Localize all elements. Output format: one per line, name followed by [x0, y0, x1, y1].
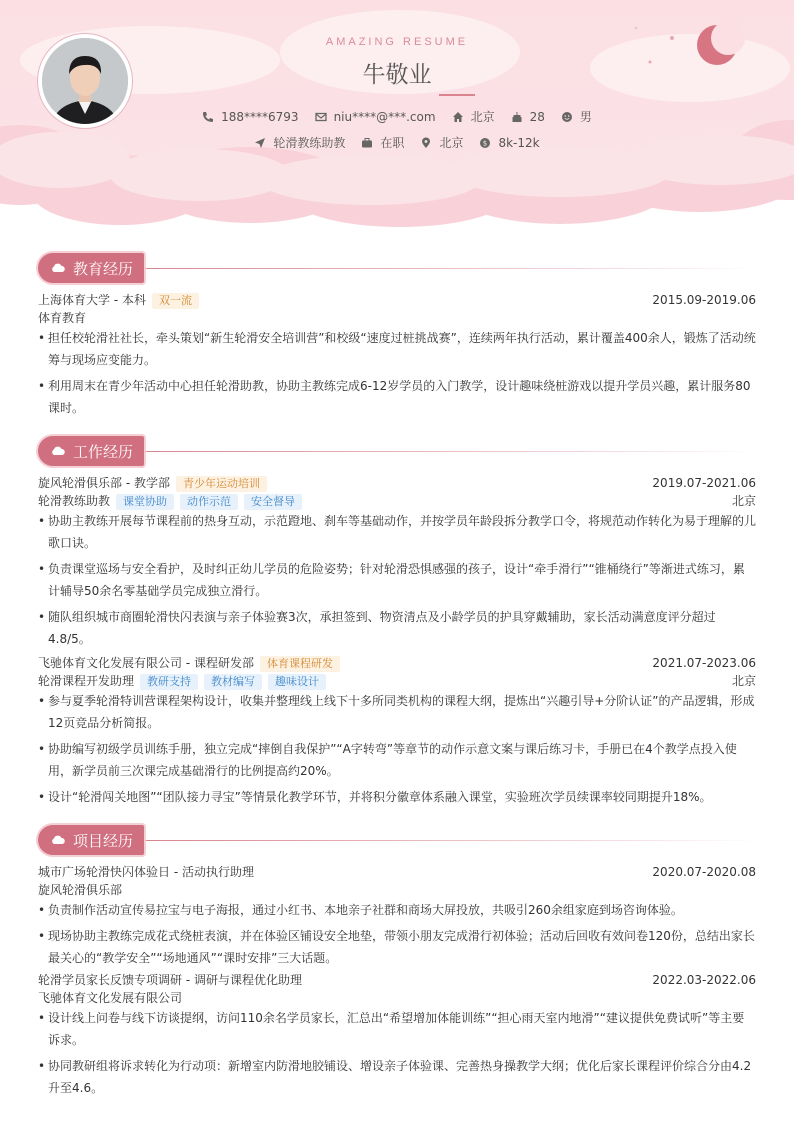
industry-tag: 青少年运动培训 — [176, 476, 267, 492]
entry-header — [38, 291, 756, 309]
industry-tag: 体育课程研发 — [260, 656, 340, 672]
gender-item — [561, 108, 592, 125]
location: 北京 — [731, 674, 756, 688]
candidate-name: 牛敬业 — [362, 62, 432, 88]
company-name: 飞驰体育文化发展有限公司 - 课程研发部 — [38, 656, 254, 670]
smile-icon — [561, 111, 573, 123]
cake-icon — [511, 111, 523, 123]
age-text: 28 — [529, 109, 545, 124]
email-icon — [315, 111, 327, 123]
school-tag: 双一流 — [152, 293, 199, 309]
briefcase-icon — [361, 137, 373, 149]
section-title: 工作经历 — [73, 442, 134, 461]
major: 体育教育 — [38, 311, 87, 325]
home-icon — [452, 111, 464, 123]
email-item — [315, 110, 436, 124]
brand-text: AMAZING RESUME — [325, 36, 469, 48]
entry-header — [38, 971, 756, 989]
cloud-icon — [51, 835, 65, 845]
entry-header — [38, 654, 756, 672]
bullet-item: • 协助主教练开展每节课程前的热身互动，示范蹬地、刹车等基础动作，并按学员年龄段拆分教学口令，将规范动作转化为易于理解的儿歌口诀。 — [38, 510, 756, 554]
target-city-item — [420, 134, 463, 151]
bullet-item: • 设计“轮滑闯关地图”“团队接力寻宝”等情景化教学环节，并将积分徽章体系融入课堂，实验班次学员续课率较同期提升18%。 — [38, 786, 756, 808]
section-title: 教育经历 — [73, 259, 134, 278]
location-icon — [420, 137, 432, 149]
bullet-item: • 协助编写初级学员训练手册，独立完成“摔倒自我保护”“A字转弯”等章节的动作示意文案与课后练习卡，手册已在4个教学点投入使用，新学员前三次课完成基础滑行的比例提高约20%。 — [38, 738, 756, 782]
role-line — [38, 492, 756, 510]
role-tag: 动作示范 — [180, 494, 238, 510]
role-line — [38, 672, 756, 690]
section-divider — [146, 840, 758, 841]
bullet-item: • 参与夏季轮滑特训营课程架构设计，收集并整理线上线下十多所同类机构的课程大纲，提炼出“兴趣引导+分阶认证”的产品逻辑，形成12页竞品分析简报。 — [38, 690, 756, 734]
bullet-item: • 利用周末在青少年活动中心担任轮滑助教，协助主教练完成6-12岁学员的入门教学，设计趣味绕桩游戏以提升学员兴趣，累计服务80课时。 — [38, 375, 756, 419]
entry-date: 2020.07-2020.08 — [652, 865, 756, 879]
bullet-item: • 负责制作活动宣传易拉宝与电子海报，通过小红书、本地亲子社群和商场大屏投放，共吸引260余组家庭到场咨询体验。 — [38, 899, 756, 921]
section-title-pill — [38, 436, 144, 466]
bullet-item: • 协同教研组将诉求转化为行动项：新增室内防滑地胶铺设、增设亲子体验课、完善热身操教学大纲；优化后家长课程评价综合分由4.2升至4.6。 — [38, 1055, 756, 1099]
project-org: 旋风轮滑俱乐部 — [38, 883, 123, 897]
section-title-pill — [38, 825, 144, 855]
entry-date: 2021.07-2023.06 — [652, 656, 756, 670]
project-org: 飞驰体育文化发展有限公司 — [38, 991, 183, 1005]
phone-icon — [202, 111, 214, 123]
role-tag: 安全督导 — [244, 494, 302, 510]
section-divider — [146, 451, 758, 452]
project-name: 城市广场轮滑快闪体验日 - 活动执行助理 — [38, 865, 254, 879]
entry-header — [38, 474, 756, 492]
job-target-item — [254, 134, 345, 151]
svg-text:$: $ — [483, 139, 488, 148]
cloud-icon — [51, 263, 65, 273]
target-city-text: 北京 — [439, 136, 464, 150]
section-header — [38, 436, 758, 468]
section-title-pill — [38, 253, 144, 283]
section-title: 项目经历 — [73, 831, 134, 850]
contact-row — [0, 108, 794, 125]
salary-text: 8k-12k — [498, 135, 540, 150]
location: 北京 — [731, 494, 756, 508]
entry-date: 2019.07-2021.06 — [652, 476, 756, 490]
project-name: 轮滑学员家长反馈专项调研 - 调研与课程优化助理 — [38, 973, 302, 987]
role-tag: 教研支持 — [140, 674, 198, 690]
section-divider — [146, 268, 758, 269]
role-name: 轮滑课程开发助理 — [38, 674, 135, 688]
salary-item — [479, 136, 539, 150]
phone-text: 188****6793 — [221, 109, 299, 124]
entry-header — [38, 863, 756, 881]
entry-date: 2022.03-2022.06 — [652, 973, 756, 987]
role-tag: 趣味设计 — [268, 674, 326, 690]
status-item — [361, 134, 404, 151]
company-name: 旋风轮滑俱乐部 - 教学部 — [38, 476, 170, 490]
bullet-item: • 负责课堂巡场与安全看护，及时纠正幼儿学员的危险姿势；针对轮滑恐惧感强的孩子，设计“牵手滑行”“锥桶绕行”等渐进式练习，累计辅导50余名零基础学员完成独立滑行。 — [38, 558, 756, 602]
city-item — [452, 108, 495, 125]
bullet-item: • 担任校轮滑社社长，牵头策划“新生轮滑安全培训营”和校级“速度过桩挑战赛”，连续两年执行活动，累计覆盖400余人，锻炼了活动统筹与现场应变能力。 — [38, 327, 756, 371]
email-text: niu****@***.com — [333, 109, 436, 124]
bullet-item: • 设计线上问卷与线下访谈提纲，访问110余名学员家长，汇总出“希望增加体能训练”“担心雨天室内地滑”“建议提供免费试听”等主要诉求。 — [38, 1007, 756, 1051]
status-text: 在职 — [380, 136, 405, 150]
name-underline — [439, 94, 475, 96]
money-icon — [479, 137, 491, 149]
send-icon — [254, 137, 266, 149]
job-target-text: 轮滑教练助教 — [273, 136, 346, 150]
age-item — [511, 110, 545, 124]
bullet-item: • 随队组织城市商圈轮滑快闪表演与亲子体验赛3次，承担签到、物资清点及小龄学员的护具穿戴辅助，家长活动满意度评分超过4.8/5。 — [38, 606, 756, 650]
section-header — [38, 253, 758, 285]
role-name: 轮滑教练助教 — [38, 494, 111, 508]
gender-text: 男 — [579, 110, 592, 124]
role-tag: 课堂协助 — [116, 494, 174, 510]
city-text: 北京 — [470, 110, 495, 124]
bullet-item: • 现场协助主教练完成花式绕桩表演，并在体验区铺设安全地垫，带领小朋友完成滑行初体验；活动后回收有效问卷120份，总结出家长最关心的“教学安全”“场地通风”“课时安排”三大话题。 — [38, 925, 756, 969]
entry-date: 2015.09-2019.06 — [652, 293, 756, 307]
cloud-icon — [51, 446, 65, 456]
school-name: 上海体育大学 - 本科 — [38, 293, 146, 307]
section-header — [38, 825, 758, 857]
role-tag: 教材编写 — [204, 674, 262, 690]
job-intent-row — [0, 134, 794, 151]
phone-item — [202, 110, 298, 124]
